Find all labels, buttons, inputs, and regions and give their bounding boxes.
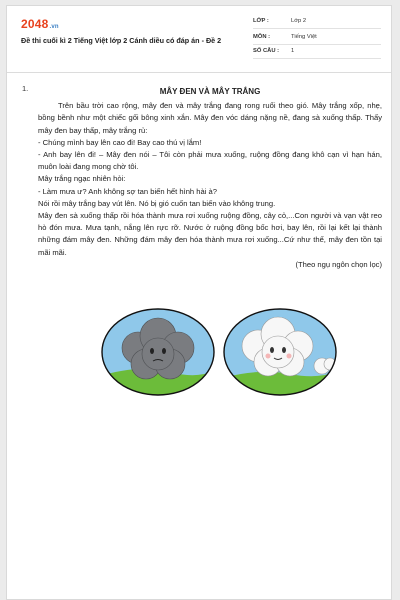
story-paragraph: Nói rồi mây trắng bay vút lên. Nó bị gió cuốn tan biến vào không trung.	[38, 198, 276, 208]
story-paragraph: Trên bầu trời cao rộng, mây đen và mây trắng đang rong ruổi theo gió. Mây trắng xốp, nhẹ, bồng bềnh như một chiếc gối bông xinh xắn. Mây đen vóc dáng nặng nề, đang sà xuống thấp. Thấy mây đen bay thấp, mây trắng rủ:	[38, 101, 382, 135]
meta-subject-row	[253, 32, 381, 45]
meta-count-value: 1	[291, 48, 295, 54]
question-content	[38, 86, 382, 271]
site-logo[interactable]	[21, 17, 59, 31]
meta-subject-label: MÔN :	[253, 34, 271, 40]
meta-count-row	[253, 46, 381, 59]
meta-subject-value: Tiếng Việt	[291, 34, 317, 40]
logo-main: 2048	[21, 17, 49, 31]
meta-class-label: LỚP :	[253, 18, 269, 24]
meta-class-value: Lớp 2	[291, 18, 307, 24]
header-divider	[7, 72, 391, 73]
white-cloud-scene	[222, 306, 340, 398]
question-number: 1.	[22, 84, 29, 93]
story-paragraph: - Làm mưa ư? Anh không sợ tan biến hết hình hài à?	[38, 186, 217, 196]
logo-suffix: .vn	[49, 24, 59, 30]
story-title: MÂY ĐEN VÀ MÂY TRẮNG	[159, 87, 261, 96]
story-paragraph: Mây đen sà xuống thấp rồi hóa thành mưa rơi xuống ruộng đồng, cây cỏ,...Con người và vạn vật reo hò đón mưa. Mưa tạnh, nắng lên rực rỡ. Nước ở ruộng đồng bốc hơi, bay lên, rồi lại kết lại thành những đám mây đen. Những đám mây đen hóa thành mưa rơi xuống...Cứ như thế, mây đen tồn tại mãi mãi.	[38, 211, 382, 257]
meta-class-row	[253, 16, 381, 29]
clouds-illustration	[100, 306, 340, 398]
exam-title: Đề thi cuối kì 2 Tiếng Việt lớp 2 Cánh diều có đáp án - Đề 2	[21, 36, 222, 45]
exam-header	[7, 6, 391, 68]
story-paragraph: Mây trắng ngạc nhiên hỏi:	[38, 174, 126, 184]
story-paragraph: - Chúng mình bay lên cao đi! Bay cao thú vị lắm!	[38, 137, 202, 147]
story-source: (Theo ngụ ngôn chọn lọc)	[295, 259, 382, 269]
dark-cloud-scene	[100, 306, 220, 398]
exam-sheet	[6, 5, 392, 600]
meta-count-label: SỐ CÂU :	[253, 48, 280, 54]
story-paragraph: - Anh bay lên đi! – Mây đen nói – Tôi còn phải mưa xuống, ruộng đồng đang khô cạn vì hạn hán, muôn loài đang mong chờ tôi.	[38, 150, 382, 172]
